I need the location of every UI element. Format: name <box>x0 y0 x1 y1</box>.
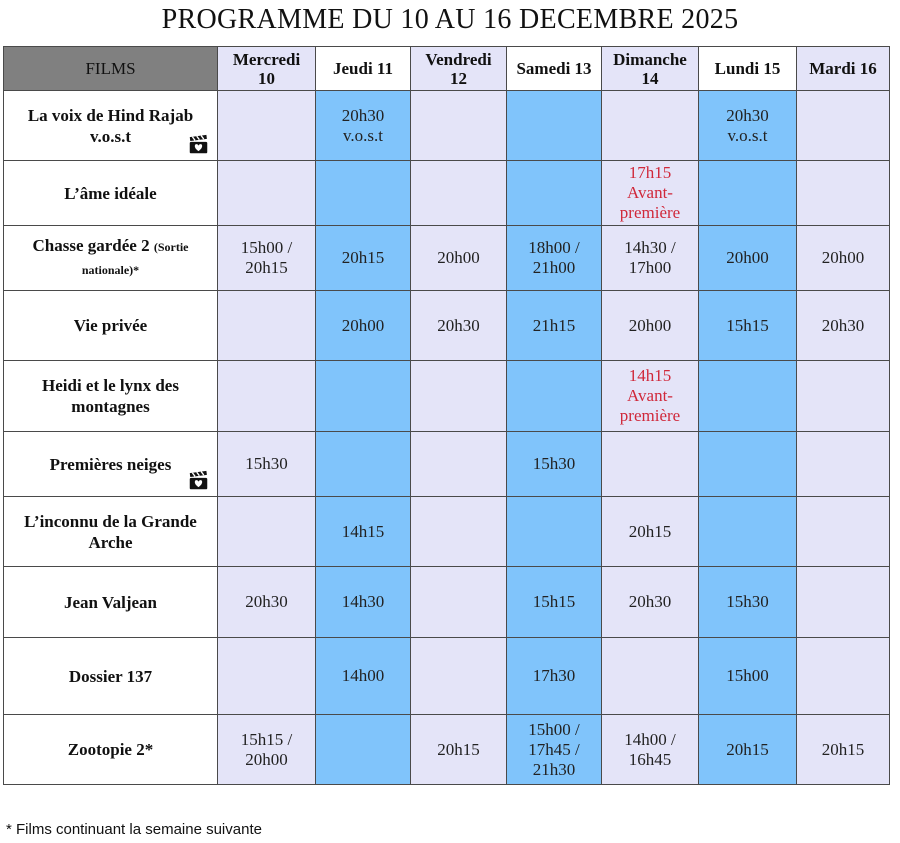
session-cell <box>411 638 507 715</box>
session-time: 21h00 <box>532 258 576 277</box>
session-cell <box>602 91 699 161</box>
session-cell <box>507 715 602 785</box>
film-title-line2: nationale)* <box>81 263 140 277</box>
session-cell <box>411 715 507 785</box>
clapperboard-heart-icon <box>188 470 209 491</box>
session-time: 14h00 <box>341 666 385 685</box>
session-time: 15h00 <box>726 666 769 685</box>
session-cell <box>699 361 797 432</box>
session-time: 14h00 / <box>624 729 676 749</box>
session-time: 15h00 / <box>240 238 293 257</box>
session-cell <box>316 432 411 497</box>
session-time: 15h15 <box>532 592 576 611</box>
session-time: 20h15 <box>628 521 672 541</box>
film-title: L’inconnu de la Grande <box>24 511 197 531</box>
session-cell <box>797 291 890 361</box>
session-time: 20h15 <box>245 258 288 277</box>
session-cell <box>411 91 507 161</box>
session-cell <box>411 497 507 567</box>
session-cell <box>602 161 699 226</box>
session-cell <box>218 715 316 785</box>
session-cell <box>507 226 602 291</box>
session-cell <box>218 497 316 567</box>
session-cell <box>602 715 699 785</box>
film-row <box>4 638 890 715</box>
session-cell <box>797 432 890 497</box>
session-cell <box>218 291 316 361</box>
film-row <box>4 567 890 638</box>
session-cell <box>699 638 797 715</box>
session-time: 20h00 <box>821 248 865 267</box>
session-time: 20h30 <box>245 592 288 611</box>
session-cell <box>411 291 507 361</box>
session-time: 20h15 <box>341 248 385 267</box>
avant-premiere-text: première <box>619 406 681 425</box>
schedule-table <box>3 46 890 785</box>
film-title-cell <box>4 715 218 785</box>
film-title: Jean Valjean <box>63 592 158 612</box>
session-cell <box>699 291 797 361</box>
film-title-line2: montagnes <box>71 397 150 416</box>
session-time: 20h30 <box>726 105 769 125</box>
session-cell <box>507 497 602 567</box>
session-time: 15h30 <box>245 454 288 473</box>
session-cell <box>602 291 699 361</box>
schedule-body <box>4 91 890 785</box>
session-time: 16h45 <box>628 749 672 769</box>
film-title: La voix de Hind Rajab <box>27 105 194 125</box>
film-title: Premières neiges <box>49 454 172 474</box>
session-cell <box>602 497 699 567</box>
film-title-cell <box>4 497 218 567</box>
session-time: 20h30 <box>821 315 865 335</box>
film-title-line2: Arche <box>88 532 133 552</box>
session-cell <box>602 226 699 291</box>
film-title: Chasse gardée 2 <box>32 236 150 255</box>
session-cell <box>797 361 890 432</box>
session-time: 20h30 <box>437 315 480 335</box>
session-cell <box>507 161 602 226</box>
session-cell <box>411 567 507 638</box>
session-time: 20h00 <box>628 315 672 335</box>
session-time: 14h30 / <box>624 238 676 257</box>
film-row <box>4 226 890 291</box>
session-cell <box>411 226 507 291</box>
session-time: 21h30 <box>532 759 576 779</box>
session-time: 20h00 <box>726 248 769 267</box>
session-time: 20h15 <box>726 739 769 759</box>
session-cell <box>316 291 411 361</box>
session-cell <box>602 361 699 432</box>
session-cell <box>218 161 316 226</box>
session-time: 14h30 <box>341 592 385 611</box>
session-cell <box>218 638 316 715</box>
session-time: 20h15 <box>821 739 865 759</box>
film-row <box>4 361 890 432</box>
session-cell <box>797 715 890 785</box>
session-time: 20h30 <box>628 592 672 611</box>
session-time: 20h00 <box>341 315 385 335</box>
session-cell <box>797 91 890 161</box>
day-header-fri: Vendredi 12 <box>411 47 507 91</box>
session-cell <box>316 361 411 432</box>
session-cell <box>507 91 602 161</box>
session-cell <box>797 161 890 226</box>
session-time: 20h15 <box>437 739 480 759</box>
session-cell <box>218 361 316 432</box>
session-cell <box>316 91 411 161</box>
film-title-cell <box>4 638 218 715</box>
avant-premiere-text: 17h15 <box>628 163 672 182</box>
clapperboard-heart-icon <box>188 134 209 155</box>
session-time: 14h15 <box>341 521 385 541</box>
session-time: 15h15 <box>726 315 769 335</box>
session-cell <box>602 638 699 715</box>
session-time: 15h30 <box>726 592 769 611</box>
film-title-cell <box>4 291 218 361</box>
session-cell <box>797 567 890 638</box>
session-time: 15h30 <box>532 454 576 473</box>
session-cell <box>699 497 797 567</box>
session-time: 20h00 <box>437 248 480 267</box>
day-header-wed: Mercredi 10 <box>218 47 316 91</box>
film-title-cell <box>4 91 218 161</box>
day-header-tue: Mardi 16 <box>797 47 890 91</box>
session-cell <box>316 715 411 785</box>
session-cell <box>218 226 316 291</box>
session-cell <box>507 567 602 638</box>
avant-premiere-text: 14h15 <box>628 366 672 385</box>
session-cell <box>602 567 699 638</box>
header-row <box>4 47 890 91</box>
session-cell <box>699 567 797 638</box>
film-title-suffix: (Sortie <box>153 240 189 254</box>
footnote: * Films continuant la semaine suivante <box>6 821 262 838</box>
films-header: FILMS <box>4 47 218 91</box>
session-cell <box>699 91 797 161</box>
day-header-sun: Dimanche 14 <box>602 47 699 91</box>
film-title: Vie privée <box>73 316 148 335</box>
session-cell <box>699 432 797 497</box>
session-time: 20h30 <box>341 105 385 125</box>
session-time: 21h15 <box>532 315 576 335</box>
film-title: Dossier 137 <box>68 666 153 686</box>
film-row <box>4 497 890 567</box>
session-time: 17h45 / <box>528 739 580 759</box>
session-cell <box>316 161 411 226</box>
film-title: L’âme idéale <box>64 183 157 203</box>
session-cell <box>507 638 602 715</box>
film-row <box>4 91 890 161</box>
avant-premiere-text: Avant- <box>627 183 673 202</box>
film-title-cell <box>4 226 218 291</box>
film-title: Heidi et le lynx des <box>42 376 179 395</box>
avant-premiere-text: première <box>619 203 681 222</box>
session-time: v.o.s.t <box>343 125 383 145</box>
session-cell <box>411 161 507 226</box>
day-header-sat: Samedi 13 <box>507 47 602 91</box>
avant-premiere-text: Avant- <box>627 386 673 405</box>
session-cell <box>316 567 411 638</box>
film-title-cell <box>4 361 218 432</box>
session-cell <box>699 715 797 785</box>
session-cell <box>797 226 890 291</box>
session-time: v.o.s.t <box>727 125 768 145</box>
film-title-cell <box>4 161 218 226</box>
film-row <box>4 161 890 226</box>
session-time: 17h30 <box>532 666 576 685</box>
film-title-cell <box>4 432 218 497</box>
session-cell <box>797 497 890 567</box>
session-cell <box>797 638 890 715</box>
page-title: PROGRAMME DU 10 AU 16 DECEMBRE 2025 <box>161 4 739 35</box>
session-cell <box>507 432 602 497</box>
session-time: 17h00 <box>628 258 672 277</box>
film-title: Zootopie 2* <box>67 740 154 759</box>
session-cell <box>507 361 602 432</box>
session-time: 20h00 <box>245 749 288 769</box>
session-cell <box>411 361 507 432</box>
session-cell <box>218 567 316 638</box>
session-cell <box>602 432 699 497</box>
session-cell <box>699 226 797 291</box>
session-cell <box>218 432 316 497</box>
film-title-cell <box>4 567 218 638</box>
film-row <box>4 715 890 785</box>
session-cell <box>218 91 316 161</box>
day-header-thu: Jeudi 11 <box>316 47 411 91</box>
session-cell <box>316 497 411 567</box>
film-row <box>4 432 890 497</box>
session-cell <box>316 226 411 291</box>
session-time: 15h00 / <box>528 719 580 739</box>
session-cell <box>507 291 602 361</box>
session-cell <box>411 432 507 497</box>
day-header-mon: Lundi 15 <box>699 47 797 91</box>
film-title-line2: v.o.s.t <box>89 126 132 146</box>
session-cell <box>316 638 411 715</box>
session-cell <box>699 161 797 226</box>
session-time: 18h00 / <box>528 238 580 257</box>
film-row <box>4 291 890 361</box>
session-time: 15h15 / <box>240 729 293 749</box>
